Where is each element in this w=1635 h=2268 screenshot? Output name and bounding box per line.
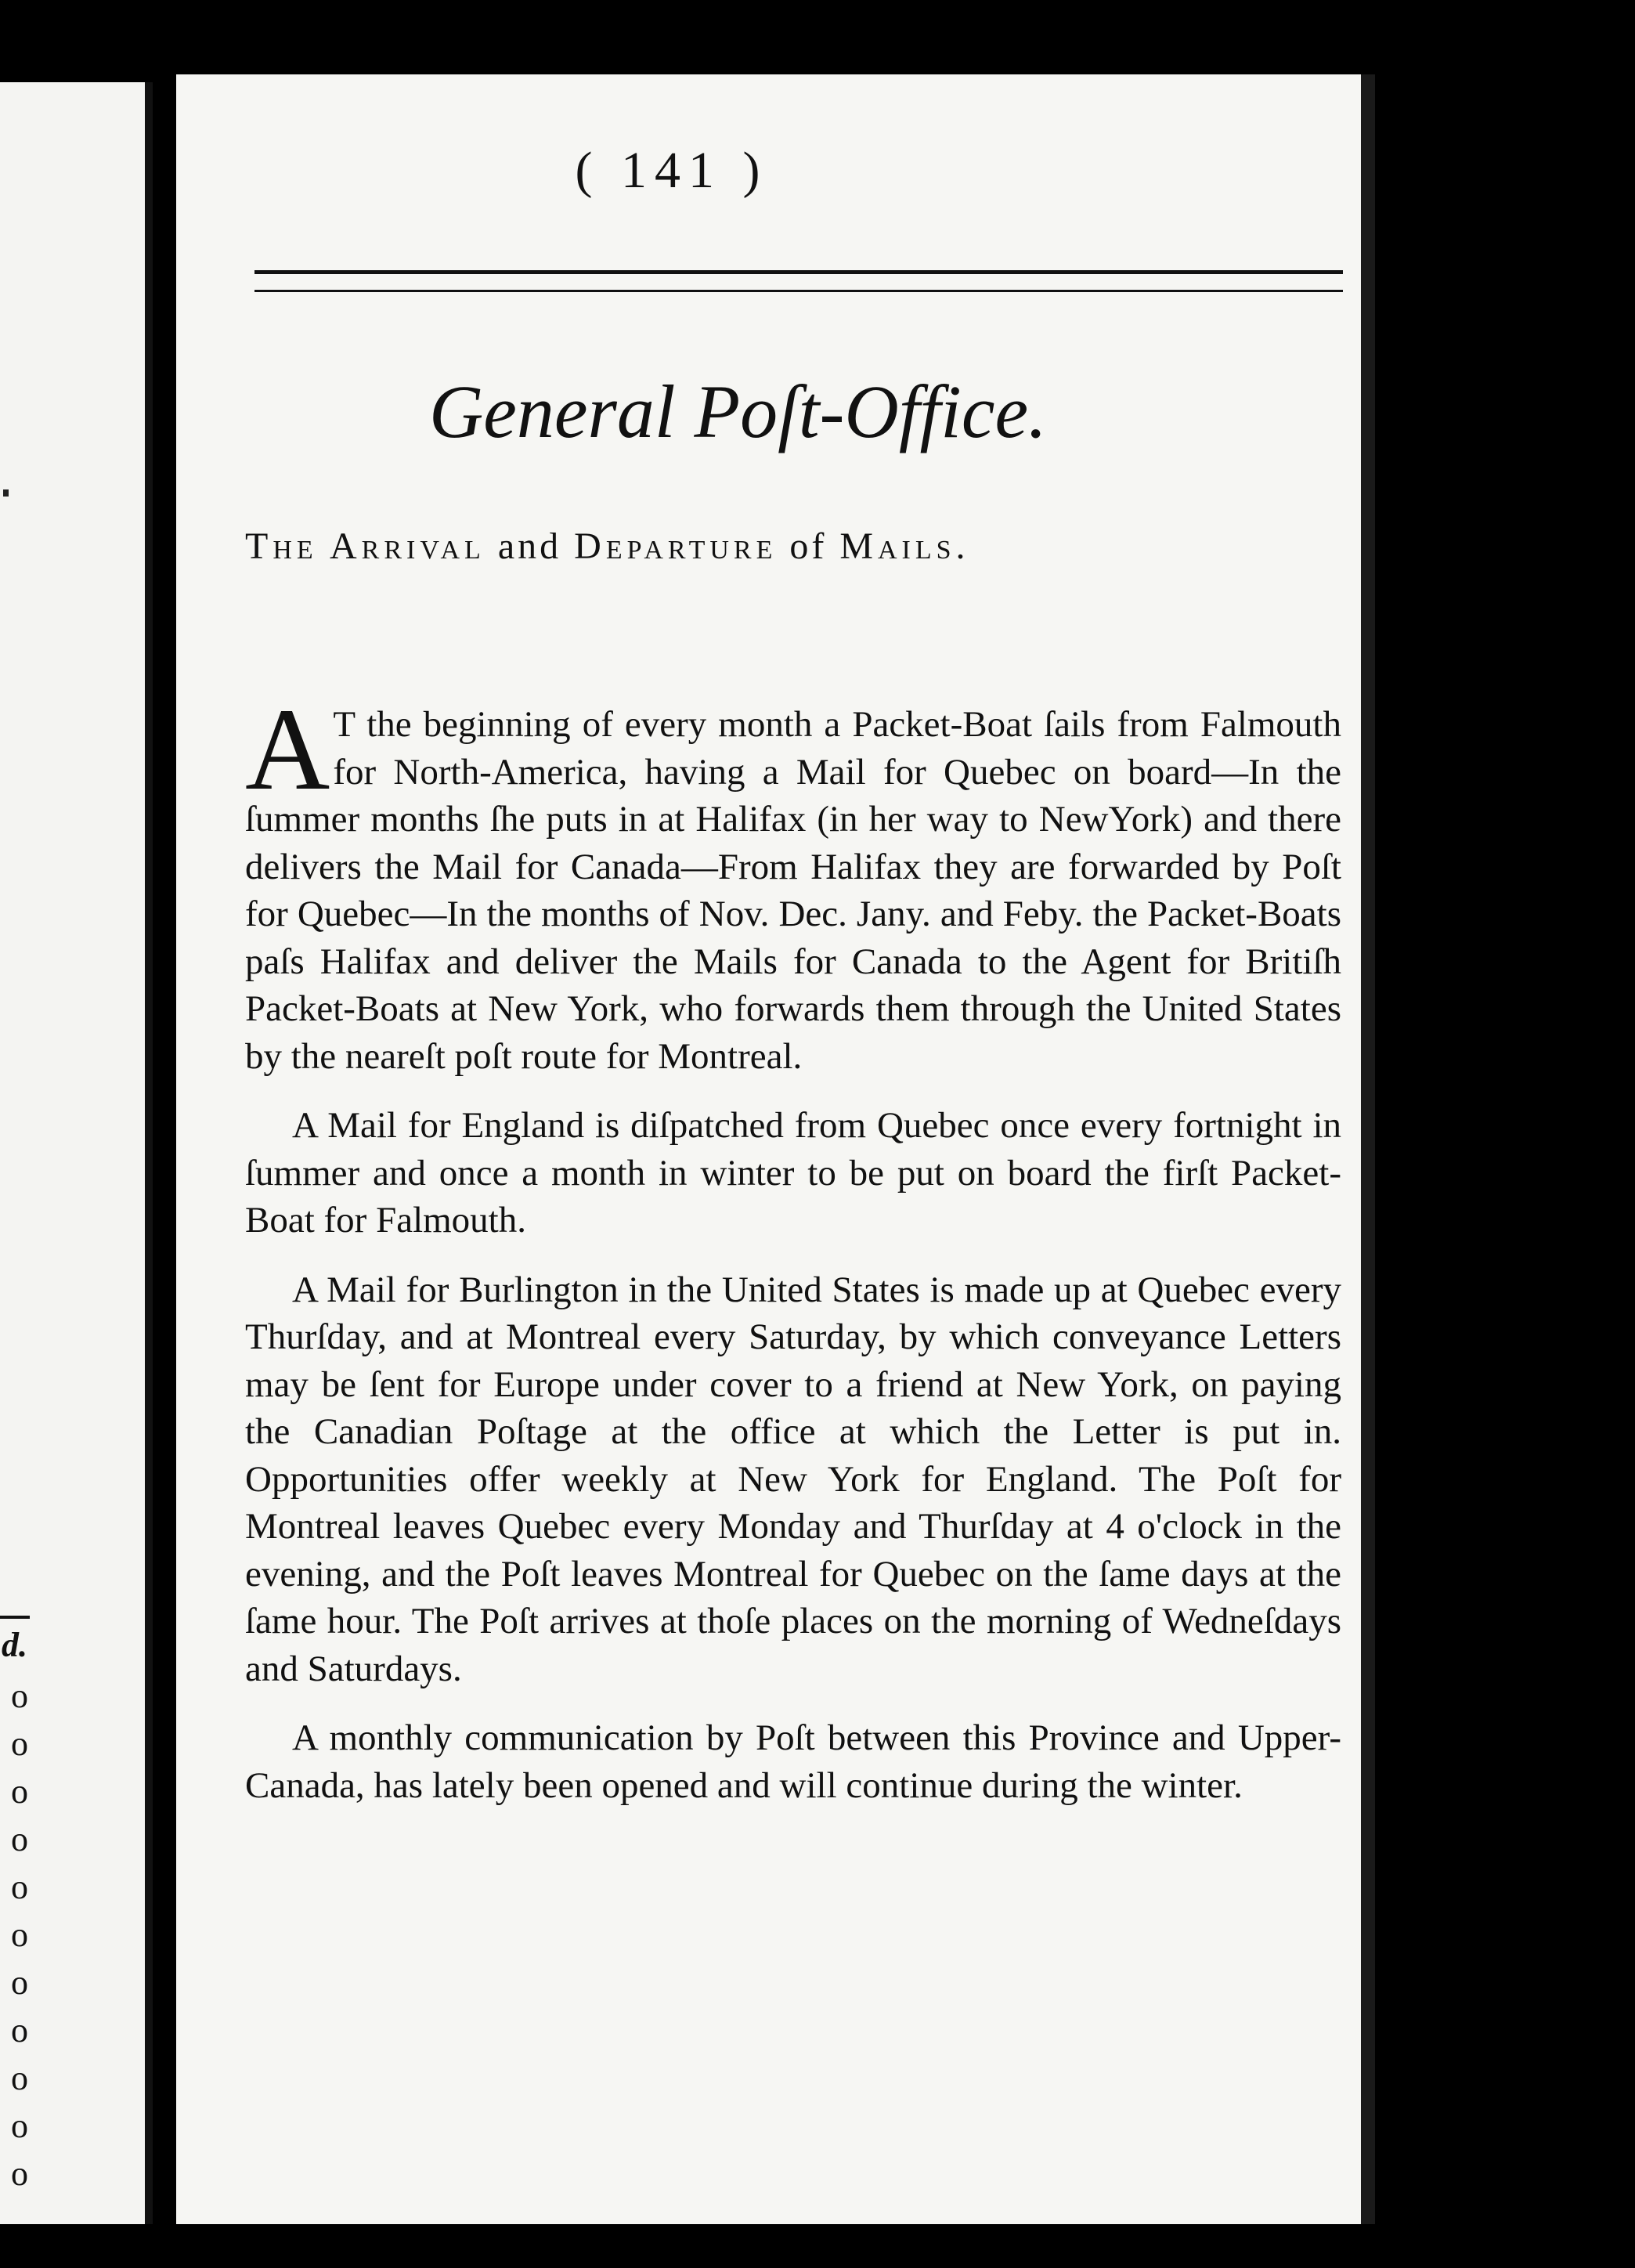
pence-value: o	[11, 1820, 28, 1858]
pence-value: o	[11, 2059, 28, 2097]
pence-value: o	[11, 1677, 28, 1715]
page-edge-shadow	[1361, 74, 1375, 2224]
subtitle-word: and	[497, 525, 562, 567]
left-facing-page	[0, 82, 153, 2224]
subtitle-word: of	[789, 525, 828, 567]
page-title: General Poſt-Office.	[428, 370, 1048, 453]
subtitle-word: The Arrival	[245, 525, 485, 567]
subtitle-word: Departure	[574, 525, 778, 567]
pence-value: o	[11, 2154, 28, 2193]
header-double-rule	[254, 270, 1343, 292]
pence-value: o	[11, 1724, 28, 1763]
paragraph: A Mail for England is diſpatched from Quebec once every fortnight in ſummer and once a month in winter to be put on board the firſt Packet-Boat for Falmouth.	[245, 1105, 1341, 1241]
pence-value: o	[11, 2107, 28, 2145]
paragraph-text: T the beginning of every month a Packet-Boat ſails from Falmouth for North-America, having a Mail for Quebec on board—In the ſummer months ſhe puts in at Halifax (in her way to NewYork) and there delivers the Mail for Canada—From Halifax they are forwarded by Poſt for Quebec—In the months of Nov. Dec. Jany. and Feby. the Packet-Boats paſs Halifax and deliver the Mails for Canada to the Agent for Britiſh Packet-Boats at New York, who forwards them through the United States by the neareſt poſt route for Montreal.	[245, 704, 1341, 1077]
pence-value: o	[11, 1868, 28, 1906]
page-body	[245, 684, 1341, 1831]
paragraph: A monthly communication by Poſt between this Province and Upper-Canada, has lately been opened and will continue during the winter.	[245, 1717, 1341, 1806]
paragraph: A Mail for Burlington in the United States is made up at Quebec every Thurſday, and at Montreal every Saturday, by which conveyance Letters may be ſent for Europe under cover to a friend at New York, on paying the Canadian Poſtage at the office at which the Letter is put in. Opportunities offer weekly at New York for England. The Poſt for Montreal leaves Quebec every Monday and Thurſday at 4 o'clock in the evening, and the Poſt leaves Montreal for Quebec on the ſame days at the ſame hour. The Poſt arrives at thoſe places on the morning of Wedneſdays and Saturdays.	[245, 1269, 1341, 1689]
ink-mark	[3, 489, 9, 497]
pence-value: o	[11, 1916, 28, 1954]
pence-value: o	[11, 1963, 28, 2002]
drop-cap: A	[245, 684, 330, 814]
subtitle-word: Mails.	[839, 525, 970, 567]
paragraph	[245, 684, 1341, 1080]
pence-column-label: d.	[2, 1626, 27, 1664]
pence-value: o	[11, 2011, 28, 2050]
section-subtitle	[245, 525, 1357, 568]
book-page	[176, 74, 1370, 2224]
page-number: ( 141 )	[575, 142, 768, 199]
pence-column-values	[11, 1672, 28, 2198]
column-rule	[0, 1616, 30, 1619]
pence-value: o	[11, 1772, 28, 1811]
